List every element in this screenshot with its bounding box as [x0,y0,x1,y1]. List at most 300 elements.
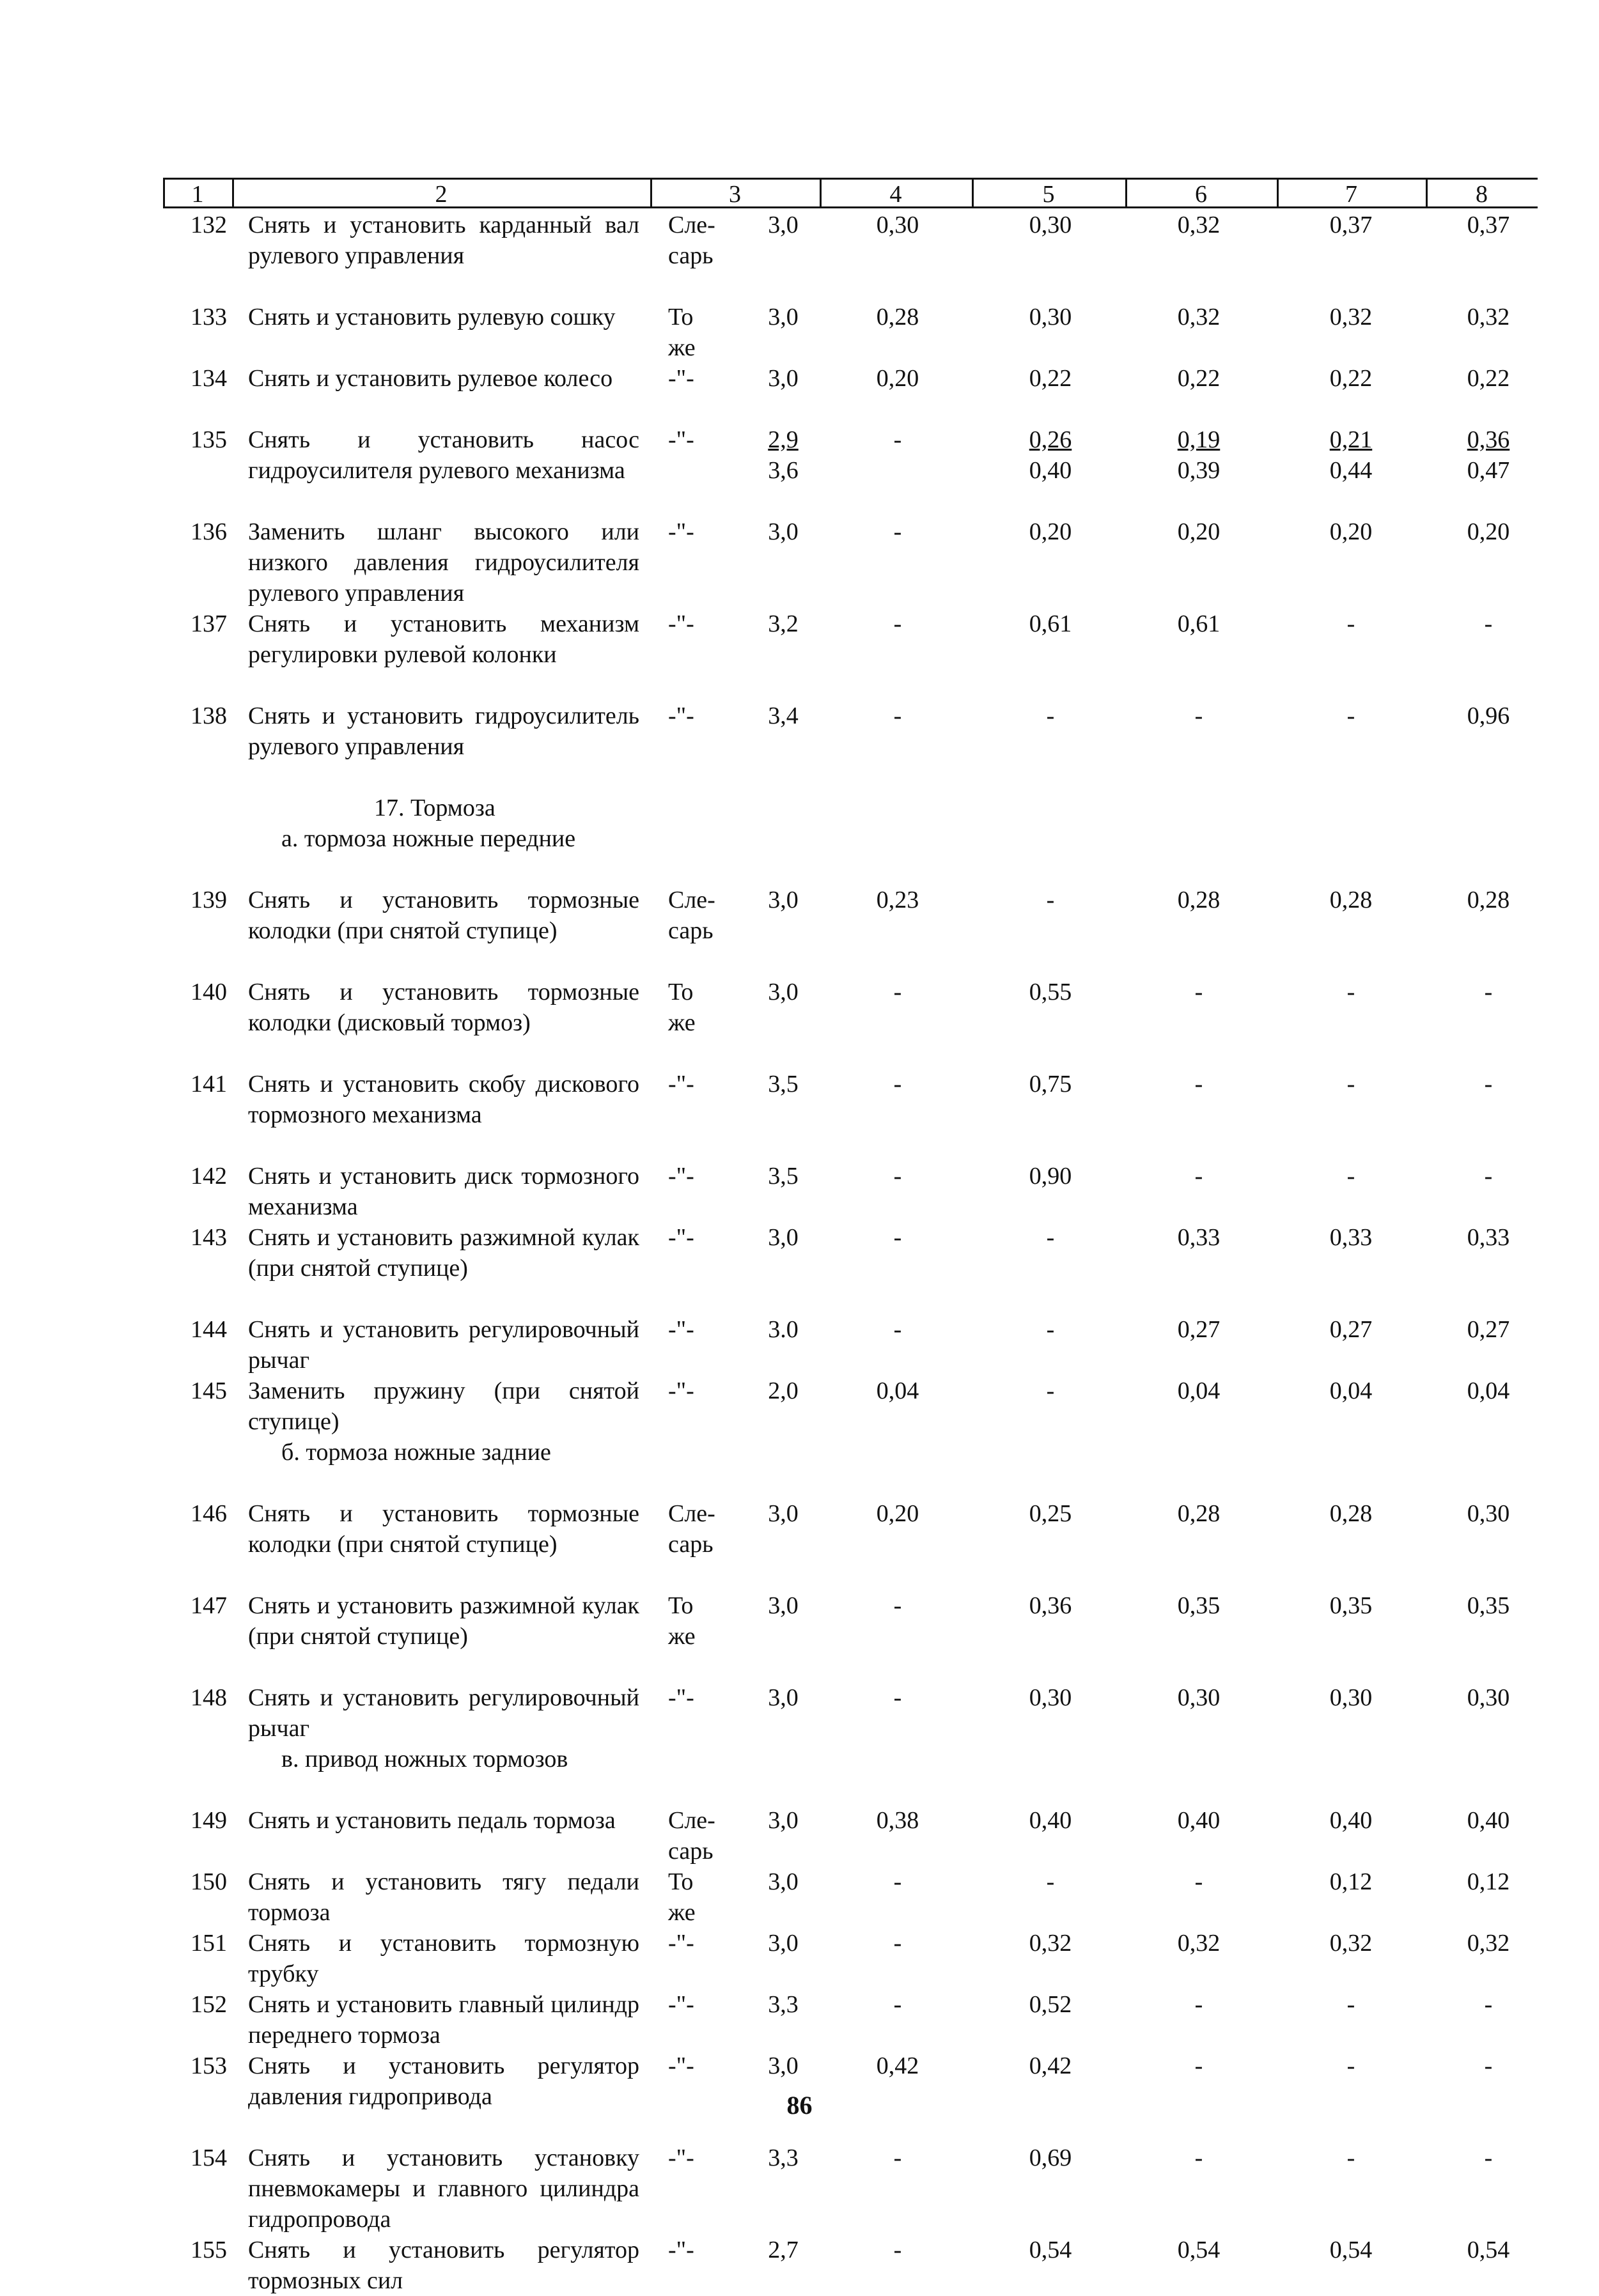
value-cell-col-6 [1135,2235,1263,2265]
value-cell-col-6 [1135,1314,1263,1345]
value-cell-col-5 [987,1682,1114,1713]
value-cell-col-6 [1135,210,1263,240]
norm-value: 3,0 [768,887,799,913]
norm-value: - [1194,2145,1203,2171]
value-cell-col-8 [1428,1498,1549,1529]
norm-value: 0,27 [1177,1316,1221,1343]
table-row [0,1590,1599,1682]
value-cell-col-4 [834,1866,962,1897]
value-cell-col-8 [1428,1928,1549,1959]
subsection-heading [0,1437,1599,1468]
worker-category: -"- [668,1991,694,2018]
value-cell-col-3 [719,1866,847,1897]
value-cell-col-4 [834,1590,962,1621]
row-number: 143 [191,1224,227,1251]
norm-value: 0,30 [1029,212,1072,238]
table-row [0,1928,1599,1989]
norm-value: 0,40 [1177,1807,1221,1834]
row-number: 150 [191,1868,227,1895]
norm-value: 0,22 [1329,365,1373,392]
worker-category: -"- [668,518,694,545]
norm-value: 3,0 [768,1224,799,1251]
norm-value: 0,22 [1467,365,1510,392]
operation-description: Снять и установить тормозные колодки (при снятой ступице) [248,1500,639,1558]
norm-value: 0,32 [1467,1930,1510,1957]
norm-value: - [1194,1163,1203,1190]
value-cell-col-8 [1428,363,1549,394]
worker-category: Сле- сарь [668,1807,715,1865]
operation-description: Снять и установить тормозные колодки (при снятой ступице) [248,887,639,944]
norm-value: - [1346,979,1355,1005]
value-cell-col-6 [1135,1222,1263,1253]
norm-value: - [1346,1071,1355,1098]
value-cell-col-3 [719,701,847,731]
norm-value: 3,0 [768,979,799,1005]
norm-value: 0,04 [876,1377,919,1404]
value-cell-col-4 [834,210,962,240]
operation-description: Снять и установить регулятор давления гидропривода [248,2052,639,2110]
value-cell-col-6 [1135,2143,1263,2173]
value-cell-col-4 [834,363,962,394]
spacer [0,1468,1599,1498]
value-cell-col-7 [1287,1682,1415,1713]
worker-category: -"- [668,1071,694,1098]
header-cell-5: 5 [1042,181,1055,208]
norm-value: 0,33 [1177,1224,1221,1251]
worker-category: -"- [668,1930,694,1957]
value-cell-col-5 [987,609,1114,639]
operation-description: Заменить пружину (при снятой ступице) [248,1377,639,1435]
value-cell-col-3 [719,1928,847,1959]
header-cell-7: 7 [1345,181,1357,208]
norm-value: - [893,979,902,1005]
operation-description: Снять и установить установку пневмокамеры и главного цилиндра гидропровода [248,2145,639,2233]
norm-value: 0,30 [1177,1684,1221,1711]
page-number: 86 [786,2091,813,2120]
value-cell-col-5 [987,1498,1114,1529]
norm-value: - [1046,1316,1055,1343]
value-cell-col-4 [834,2051,962,2081]
norm-value: 0,25 [1029,1500,1072,1527]
norm-value: 3,0 [768,304,799,330]
value-cell-col-3 [719,424,847,486]
value-cell-col-8 [1428,609,1549,639]
operation-description: Заменить шланг высокого или низкого давления гидроусилителя рулевого управления [248,518,639,607]
value-cell-col-3 [719,1498,847,1529]
operation-description: Снять и установить тормозные колодки (дисковый тормоз) [248,979,639,1036]
worker-category: -"- [668,2145,694,2171]
norm-value: 0,61 [1177,610,1221,637]
value-cell-col-5 [987,1161,1114,1191]
table-row [0,1161,1599,1222]
value-cell-col-7 [1287,701,1415,731]
norm-value: 3,3 [768,2145,799,2171]
value-cell-col-6 [1135,363,1263,394]
norm-value: 0,36 [1029,1592,1072,1619]
value-cell-col-8 [1428,2143,1549,2173]
table-row [0,1069,1599,1161]
value-cell-col-4 [834,1805,962,1836]
row-number: 140 [191,979,227,1005]
norm-value: 2,0 [768,1377,799,1404]
table-row [0,1989,1599,2051]
operation-description: Снять и установить тягу педали тормоза [248,1868,639,1926]
norm-value: - [893,1071,902,1098]
value-cell-col-7 [1287,885,1415,915]
norm-value: 3,3 [768,1991,799,2018]
header-cell-2: 2 [435,181,448,208]
norm-value: - [1484,610,1493,637]
table-row [0,424,1599,516]
norm-value: 3,6 [768,457,799,484]
value-cell-col-6 [1135,424,1263,486]
norm-value: - [1484,1991,1493,2018]
value-cell-col-4 [834,1314,962,1345]
table-header [163,178,1538,208]
norm-value: 0,28 [1467,887,1510,913]
norm-value: - [1346,702,1355,729]
header-cell-8: 8 [1476,181,1488,208]
value-cell-col-6 [1135,516,1263,547]
norm-value: 0,37 [1329,212,1373,238]
norm-value: 0,40 [1467,1807,1510,1834]
value-cell-col-7 [1287,1590,1415,1621]
norm-value: 3,0 [768,1868,799,1895]
row-number: 155 [191,2237,227,2263]
norm-value: - [893,1592,902,1619]
value-cell-col-4 [834,701,962,731]
value-cell-col-3 [719,1069,847,1099]
value-cell-col-4 [834,302,962,332]
norm-value: 3,5 [768,1071,799,1098]
operation-description: Снять и установить рулевую сошку [248,304,616,330]
norm-value: 0,32 [1177,212,1221,238]
value-cell-col-6 [1135,609,1263,639]
table-row [0,210,1599,302]
norm-value: 3,2 [768,610,799,637]
value-cell-col-5 [987,1376,1114,1406]
value-cell-col-5 [987,302,1114,332]
worker-category: -"- [668,2052,694,2079]
header-cell-4: 4 [889,181,902,208]
value-cell-col-8 [1428,2235,1549,2265]
value-cell-col-8 [1428,1161,1549,1191]
norm-value: 0,75 [1029,1071,1072,1098]
norm-value: 0,20 [1329,518,1373,545]
norm-value: 0,20 [1177,518,1221,545]
value-cell-col-3 [719,885,847,915]
worker-category: То же [668,979,696,1036]
worker-category: -"- [668,1316,694,1343]
norm-value: - [1194,1071,1203,1098]
norm-value: 3,0 [768,1592,799,1619]
value-cell-col-8 [1428,1866,1549,1897]
worker-category: -"- [668,1224,694,1251]
norm-value: 0,40 [1029,1807,1072,1834]
value-cell-col-5 [987,1866,1114,1897]
norm-value: 0,55 [1029,979,1072,1005]
norm-value: 0,30 [876,212,919,238]
operation-description: Снять и установить механизм регулировки рулевой колонки [248,610,639,668]
row-number: 154 [191,2145,227,2171]
norm-value: 0,61 [1029,610,1072,637]
value-cell-col-6 [1135,1928,1263,1959]
table-row [0,302,1599,363]
value-cell-col-7 [1287,1161,1415,1191]
worker-category: Сле- сарь [668,887,715,944]
table-row [0,977,1599,1069]
value-cell-col-3 [719,1590,847,1621]
row-number: 134 [191,365,227,392]
value-cell-col-8 [1428,516,1549,547]
norm-value: - [1046,887,1055,913]
rows-group-rear-brakes [0,1498,1599,1744]
norm-value: 0,33 [1329,1224,1373,1251]
norm-value: 0,32 [1329,1930,1373,1957]
norm-value: - [1484,2052,1493,2079]
row-number: 147 [191,1592,227,1619]
table-row [0,701,1599,793]
norm-value: 0,38 [876,1807,919,1834]
value-cell-col-4 [834,1161,962,1191]
value-cell-col-7 [1287,210,1415,240]
value-cell-col-5 [987,2051,1114,2081]
norm-value: - [893,702,902,729]
norm-value: 0,28 [1329,1500,1373,1527]
worker-category: То же [668,1868,696,1926]
row-number: 144 [191,1316,227,1343]
operation-description: Снять и установить педаль тормоза [248,1807,616,1834]
norm-value: 0,27 [1467,1316,1510,1343]
value-cell-col-5 [987,363,1114,394]
value-cell-col-3 [719,1989,847,2020]
rows-group-brake-drive [0,1805,1599,2296]
norm-value: - [893,1868,902,1895]
table-row [0,1314,1599,1376]
norm-value: 3,0 [768,1684,799,1711]
table-row [0,363,1599,424]
norm-value: - [1046,1868,1055,1895]
norm-value: 0,28 [1177,887,1221,913]
table-row [0,516,1599,609]
worker-category: -"- [668,2237,694,2263]
table-row [0,885,1599,977]
value-cell-col-5 [987,210,1114,240]
value-cell-col-5 [987,885,1114,915]
norm-value: 0,37 [1467,212,1510,238]
worker-category: То же [668,1592,696,1650]
value-cell-col-7 [1287,1498,1415,1529]
value-cell-col-3 [719,1805,847,1836]
norm-value: 0,32 [1177,1930,1221,1957]
row-number: 136 [191,518,227,545]
norm-value: 3,0 [768,1930,799,1957]
norm-value: 3,0 [768,2052,799,2079]
operation-description: Снять и установить главный цилиндр переднего тормоза [248,1991,639,2049]
row-number: 141 [191,1071,227,1098]
norm-value: 3,4 [768,702,799,729]
worker-category: -"- [668,702,694,729]
value-cell-col-5 [987,2235,1114,2265]
norm-value: 0,12 [1467,1868,1510,1895]
row-number: 146 [191,1500,227,1527]
table-row [0,2235,1599,2296]
norm-value: - [893,2237,902,2263]
value-cell-col-6 [1135,1376,1263,1406]
rows-group-steering [0,210,1599,793]
norm-value: 3,0 [768,518,799,545]
value-cell-col-3 [719,516,847,547]
row-number: 133 [191,304,227,330]
table-row [0,2143,1599,2235]
norm-value: - [1046,1377,1055,1404]
norm-value: 0,96 [1467,702,1510,729]
value-cell-col-7 [1287,609,1415,639]
norm-value: 0,54 [1329,2237,1373,2263]
norm-value: 2,9 [768,426,799,453]
operation-description: Снять и установить разжимной кулак (при снятой ступице) [248,1592,639,1650]
value-cell-col-6 [1135,1682,1263,1713]
norm-value: - [1194,2052,1203,2079]
norm-value: - [1194,1868,1203,1895]
norm-value: - [1346,610,1355,637]
norm-value: 0,20 [876,365,919,392]
norm-value: 0,22 [1029,365,1072,392]
value-cell-col-6 [1135,1161,1263,1191]
norm-value: 0,69 [1029,2145,1072,2171]
operation-description: Снять и установить рулевое колесо [248,365,613,392]
subsection-title: б. тормоза ножные задние [281,1439,551,1466]
header-cell-1: 1 [191,181,204,208]
value-cell-col-7 [1287,2235,1415,2265]
norm-value: 3,0 [768,1807,799,1834]
value-cell-col-6 [1135,1866,1263,1897]
value-cell-col-6 [1135,1805,1263,1836]
value-cell-col-4 [834,1989,962,2020]
norm-value: 0,35 [1467,1592,1510,1619]
norm-value: 0,28 [1329,887,1373,913]
row-number: 135 [191,426,227,453]
value-cell-col-7 [1287,1805,1415,1836]
row-number: 153 [191,2052,227,2079]
header-cell-6: 6 [1195,181,1207,208]
worker-category: -"- [668,1377,694,1404]
row-number: 148 [191,1684,227,1711]
norm-value: 0,42 [1029,2052,1072,2079]
operation-description: Снять и установить регулировочный рычаг [248,1316,639,1374]
norm-value: 0,20 [1467,518,1510,545]
value-cell-col-8 [1428,1069,1549,1099]
norm-value: 0,44 [1329,457,1373,484]
table-row [0,1866,1599,1928]
subsection-heading [0,1744,1599,1774]
value-cell-col-6 [1135,1989,1263,2020]
norm-value: 0,21 [1329,426,1373,453]
norm-value: - [1346,2052,1355,2079]
norm-value: 0,30 [1329,1684,1373,1711]
value-cell-col-3 [719,1314,847,1345]
value-cell-col-6 [1135,1498,1263,1529]
norm-value: - [1046,1224,1055,1251]
norm-value: - [1194,702,1203,729]
value-cell-col-8 [1428,1805,1549,1836]
table-row [0,1682,1599,1744]
value-cell-col-4 [834,1222,962,1253]
value-cell-col-3 [719,210,847,240]
value-cell-col-4 [834,977,962,1007]
norm-value: 0,27 [1329,1316,1373,1343]
norm-value: 0,35 [1177,1592,1221,1619]
header-cell-3: 3 [729,181,741,208]
value-cell-col-7 [1287,516,1415,547]
norm-value: 0,12 [1329,1868,1373,1895]
value-cell-col-5 [987,1805,1114,1836]
worker-category: Сле- сарь [668,212,715,269]
value-cell-col-5 [987,1928,1114,1959]
value-cell-col-4 [834,1069,962,1099]
norm-value: 0,30 [1029,304,1072,330]
norm-value: - [1484,979,1493,1005]
value-cell-col-4 [834,516,962,547]
norm-value: 0,90 [1029,1163,1072,1190]
norm-value: 0,54 [1467,2237,1510,2263]
value-cell-col-3 [719,1161,847,1191]
row-number: 142 [191,1163,227,1190]
value-cell-col-3 [719,609,847,639]
value-cell-col-4 [834,1376,962,1406]
norm-value: 0,22 [1177,365,1221,392]
section-heading [0,793,1599,854]
value-cell-col-7 [1287,1376,1415,1406]
value-cell-col-7 [1287,1989,1415,2020]
norm-value: 0,32 [1029,1930,1072,1957]
worker-category: -"- [668,426,694,453]
value-cell-col-6 [1135,977,1263,1007]
value-cell-col-8 [1428,424,1549,486]
norm-value: - [1346,1991,1355,2018]
value-cell-col-8 [1428,1222,1549,1253]
value-cell-col-8 [1428,1989,1549,2020]
norm-value: 0,30 [1467,1684,1510,1711]
norm-value: 0,39 [1177,457,1221,484]
value-cell-col-7 [1287,1222,1415,1253]
value-cell-col-8 [1428,2051,1549,2081]
table-row [0,609,1599,701]
value-cell-col-8 [1428,210,1549,240]
value-cell-col-3 [719,1376,847,1406]
value-cell-col-7 [1287,302,1415,332]
norm-value: 0,19 [1177,426,1221,453]
norm-value: - [893,1930,902,1957]
norm-value: 2,7 [768,2237,799,2263]
operation-description: Снять и установить тормозную трубку [248,1930,639,1987]
worker-category: Сле- сарь [668,1500,715,1558]
value-cell-col-5 [987,424,1114,486]
norm-value: 0,32 [1467,304,1510,330]
norm-value: - [1194,1991,1203,2018]
row-number: 149 [191,1807,227,1834]
norm-value: 0,40 [1029,457,1072,484]
value-cell-col-4 [834,609,962,639]
value-cell-col-5 [987,516,1114,547]
table-row [0,1376,1599,1437]
value-cell-col-5 [987,1069,1114,1099]
norm-value: - [893,1163,902,1190]
norm-value: 3,0 [768,365,799,392]
value-cell-col-8 [1428,885,1549,915]
row-number: 152 [191,1991,227,2018]
norm-value: 0,32 [1177,304,1221,330]
